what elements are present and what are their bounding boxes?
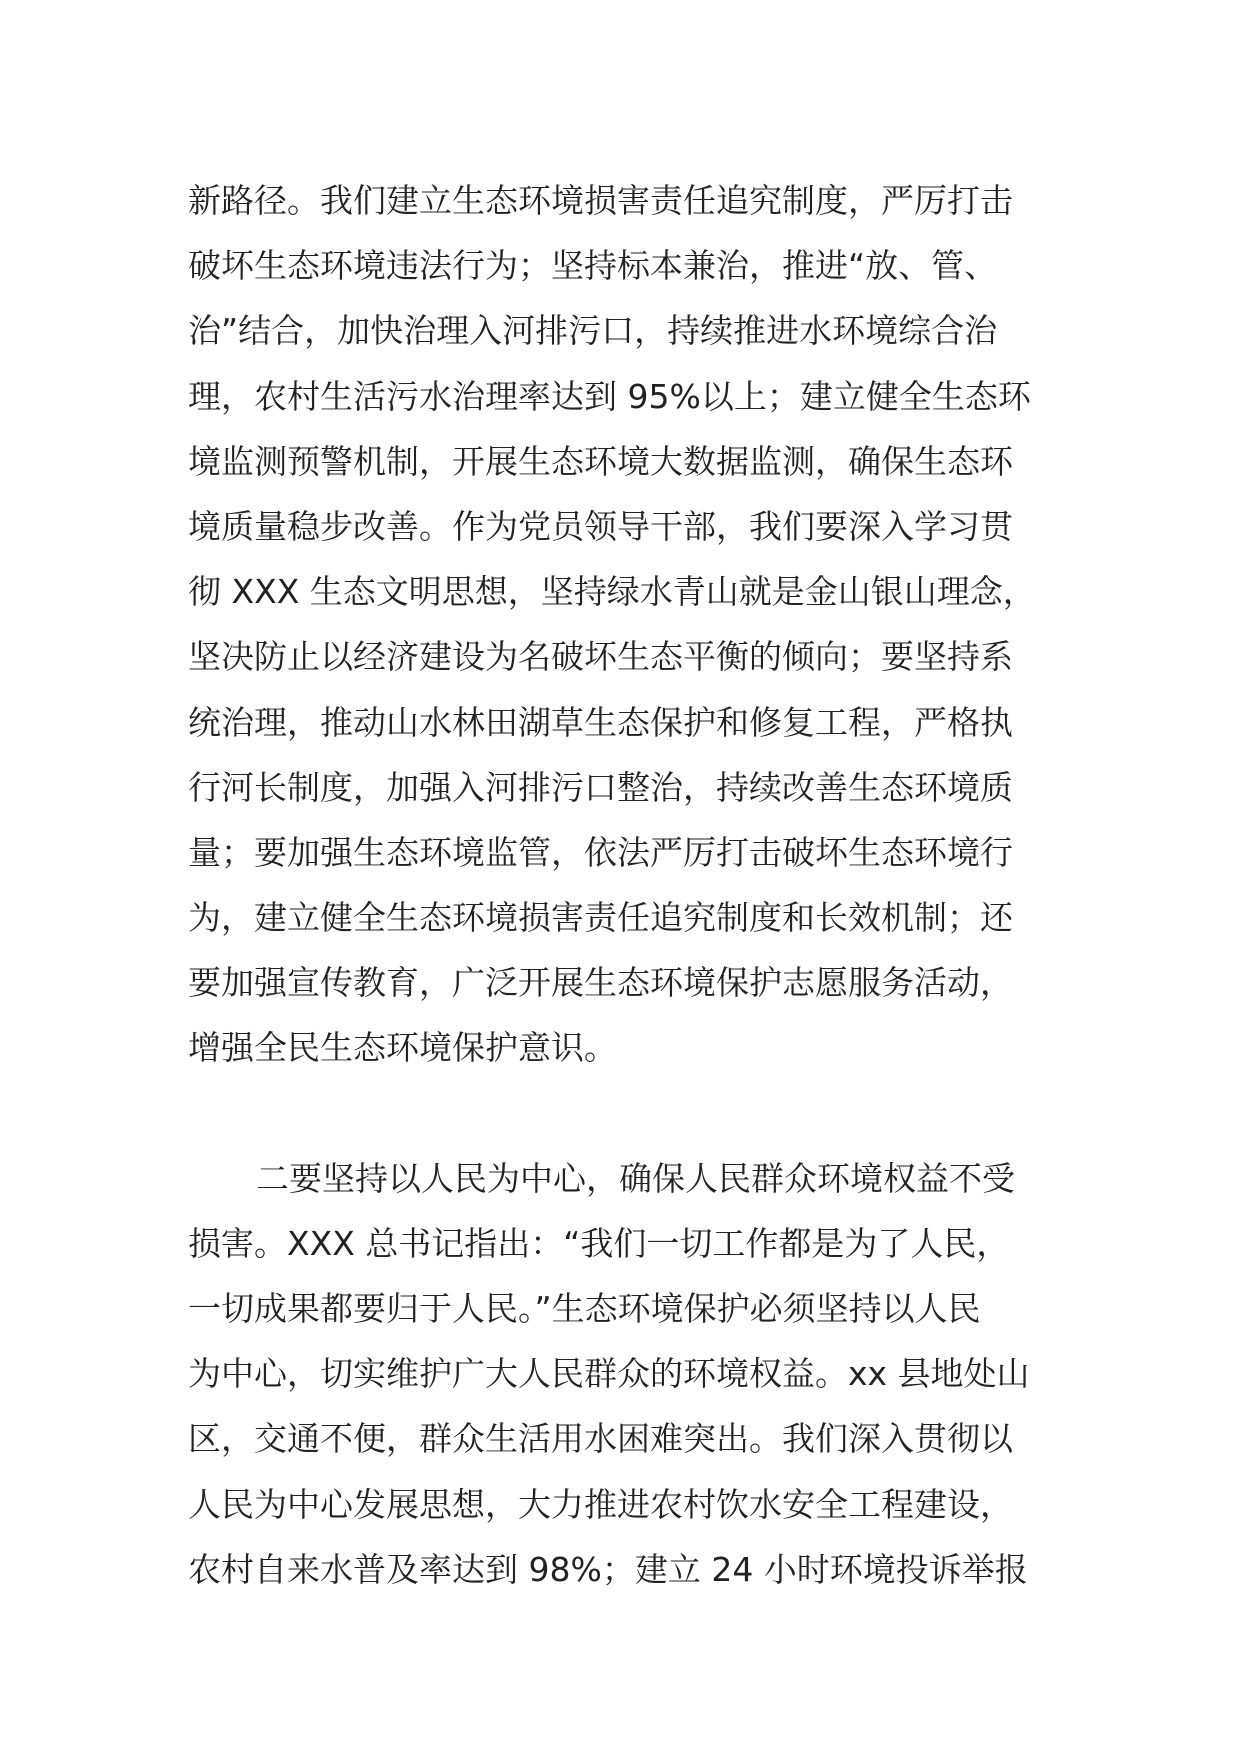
text-line: 行河长制度，加强入河排污口整治，持续改善生态环境质 [188,767,1013,807]
text-line: 破坏生态环境违法行为；坚持标本兼治，推进“放、管、 [188,246,998,286]
text-line: 理，农村生活污水治理率达到 95%以上；建立健全生态环 [188,376,1031,416]
paragraph-1 [188,168,1068,1081]
text-line: 区，交通不便，群众生活用水困难突出。我们深入贯彻以 [188,1419,1013,1459]
text-line: 新路径。我们建立生态环境损害责任追究制度，严厉打击 [188,181,1013,220]
text-line-indented: 二要坚持以人民为中心，确保人民群众环境权益不受 [256,1158,1015,1198]
text-line: 增强全民生态环境保护意识。 [188,1028,617,1068]
text-line: 量；要加强生态环境监管，依法严厉打击破坏生态环境行 [188,832,1013,872]
text-line: 境质量稳步改善。作为党员领导干部，我们要深入学习贯 [188,506,1013,546]
text-line: 为，建立健全生态环境损害责任追究制度和长效机制；还 [188,898,1013,938]
text-line: 一切成果都要归于人民。”生态环境保护必须坚持以人民 [188,1289,981,1328]
paragraph-2 [188,1146,1068,1602]
text-line: 境监测预警机制，开展生态环境大数据监测，确保生态环 [188,441,1013,481]
paragraph-spacer [188,1081,1068,1146]
text-line: 要加强宣传教育，广泛开展生态环境保护志愿服务活动， [188,963,1013,1003]
text-line: 损害。XXX 总书记指出：“我们一切工作都是为了人民， [188,1223,1010,1263]
text-line: 彻 XXX 生态文明思想，坚持绿水青山就是金山银山理念， [188,572,1036,612]
text-line: 坚决防止以经济建设为名破坏生态平衡的倾向；要坚持系 [188,637,1013,677]
text-line: 农村自来水普及率达到 98%；建立 24 小时环境投诉举报 [188,1549,1028,1589]
text-line: 治”结合，加快治理入河排污口，持续推进水环境综合治 [188,311,998,351]
document-body [188,168,1068,1602]
text-line: 统治理，推动山水林田湖草生态保护和修复工程，严格执 [188,702,1013,742]
text-line: 为中心，切实维护广大人民群众的环境权益。xx 县地处山 [188,1354,1030,1394]
text-line: 人民为中心发展思想，大力推进农村饮水安全工程建设， [188,1484,1013,1524]
